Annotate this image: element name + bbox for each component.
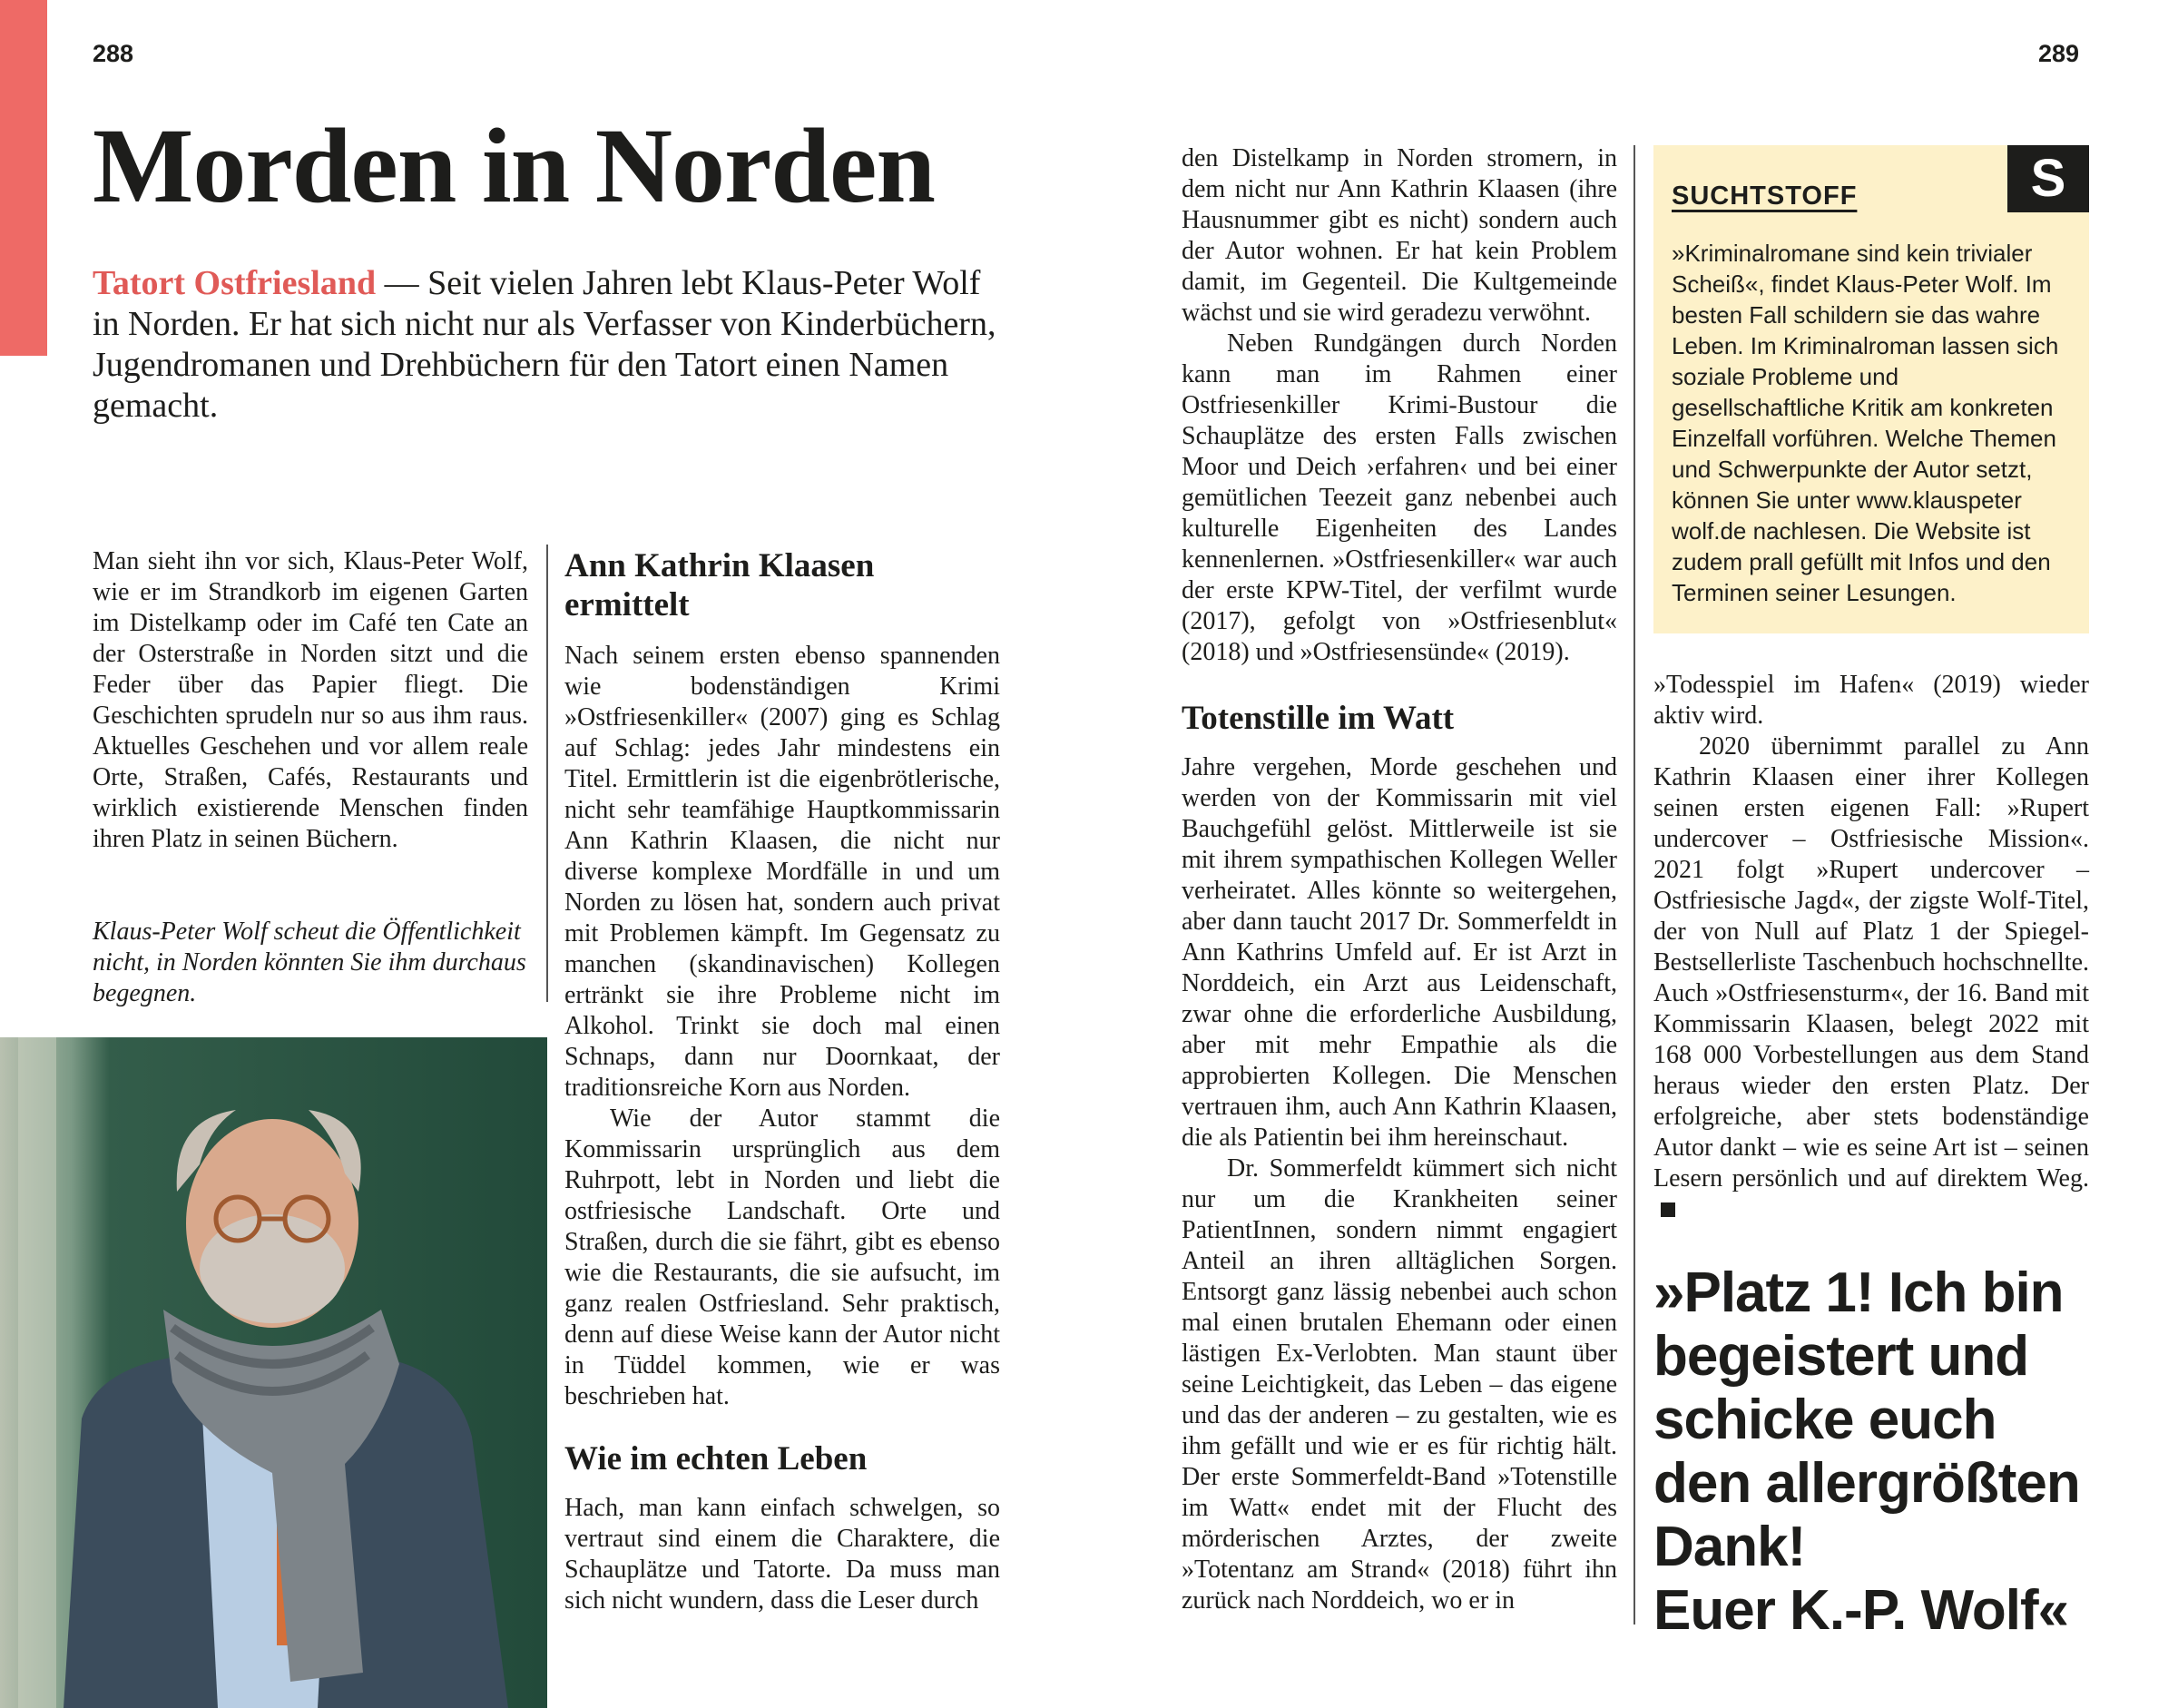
- author-portrait-image: [0, 1037, 547, 1708]
- pull-quote-line: Euer K.-P. Wolf«: [1653, 1579, 2069, 1642]
- section-heading-wie-im-echten-leben: Wie im echten Leben: [564, 1440, 868, 1477]
- lead-paragraph: [93, 263, 1009, 427]
- col3-paragraph-2: Neben Rundgängen durch Norden kann man im Rahmen einer Ostfriesenkiller Krimi-Bustour die Schauplätze des ersten Falls zwischen Moor und Deich ›erfahren‹ und bei einer gemütlichen Teezeit ganz nebenbei auch kulturelle Eigenheiten des Landes kennenlernen. »Ostfriesenkiller« war auch der erste KPW-Titel, der verfilmt wurde (2017), gefolgt von »Ostfriesenblut« (2018) und »Ostfriesensünde« (2019).: [1182, 329, 1617, 666]
- column-4: [1653, 670, 2089, 1225]
- col4-paragraph-2-text: 2020 übernimmt parallel zu Ann Kathrin Klaasen einer ihrer Kollegen seinen ersten eigenen Fall: »Rupert undercover – Ostfriesische Mission«. 2021 folgt »Rupert undercover – Ostfriesische Jagd«, der zigste Wolf-Titel, der von Null auf Platz 1 der Spiegel-Bestsellerliste Taschenbuch hochschnellte. Auch »Ostfriesensturm«, der 16. Band mit Kommissarin Klaasen, belegt 2022 mit 168 000 Vorbestellungen aus dem Stand heraus wieder den ersten Platz. Der erfolgreiche, aber stets bodenständige Autor dankt – wie es seine Art ist – seinen Lesern persönlich und auf direktem Weg.: [1653, 732, 2089, 1193]
- section-heading-totenstille: Totenstille im Watt: [1182, 700, 1455, 737]
- col1-paragraph: Man sieht ihn vor sich, Klaus-Peter Wolf, wie er im Strandkorb im eigenen Garten im Distelkamp oder im Café ten Cate an der Osterstraße in Norden sitzt und die Feder über das Papier fliegt. Die Geschichten sprudeln nur so aus ihm raus. Aktuelles Geschehen und vor allem reale Orte, Straßen, Cafés, Restaurants und wirklich existierende Menschen finden ihren Platz in seinen Büchern.: [93, 547, 528, 853]
- col2-paragraph-1: Nach seinem ersten ebenso spannenden wie bodenständigen Krimi »Ostfriesenkiller« (2007) ging es Schlag auf Schlag: jedes Jahr mindestens ein Titel. Ermittlerin ist die eigenbrötlerische, nicht sehr teamfähige Hauptkommissarin Ann Kathrin Klaasen, die nicht nur diverse komplexe Mordfälle in und um Norden zu lösen hat, sondern auch privat mit Problemen kämpft. Im Gegensatz zu manchen (skandinavischen) Kollegen ertränkt sie ihre Probleme nicht im Alkohol. Trinkt sie doch mal einen Schnaps, dann nur Doornkaat, der traditionsreiche Korn aus Norden.: [564, 642, 1000, 1102]
- column-divider: [546, 545, 548, 1002]
- pull-quote-line: begeistert und: [1653, 1325, 2029, 1388]
- column-1: [93, 546, 528, 855]
- pull-quote-line: »Platz 1! Ich bin: [1653, 1261, 2064, 1324]
- pull-quote-line: schicke euch: [1653, 1389, 1996, 1451]
- end-of-article-icon: [1661, 1202, 1675, 1217]
- sidebar-title: SUCHTSTOFF: [1672, 182, 1858, 211]
- sidebar-text: »Kriminalromane sind kein trivialer Scheiß«, findet Klaus-Peter Wolf. Im besten Fall schildern sie das wahre Leben. Im Kriminalroman lassen sich soziale Probleme und gesellschaftliche Kritik am konkreten Einzelfall vorführen. Welche Themen und Schwerpunkte der Autor setzt, können Sie unter www.klauspeter wolf.de nachlesen. Die Website ist zudem prall gefüllt mit Infos und den Terminen seiner Lesungen.: [1672, 240, 2059, 606]
- pull-quote-line: Dank!: [1653, 1516, 1806, 1578]
- col3-paragraph-3: Jahre vergehen, Morde geschehen und werden von der Kommissarin mit viel Bauchgefühl gelöst. Mittlerweile ist sie mit ihrem sympathischen Kollegen Weller verheiratet. Alles könnte so weitergehen, aber dann taucht 2017 Dr. Sommerfeldt in Ann Kathrins Umfeld auf. Er ist Arzt in Norddeich, ein Arzt aus Leidenschaft, zwar ohne die erforderliche Ausbildung, aber mit mehr Empathie als die approbierten Kollegen. Die Menschen vertrauen ihm, auch Ann Kathrin Klaasen, die als Patientin bei ihm hereinschaut.: [1182, 753, 1617, 1152]
- pull-quote: [1653, 1261, 2107, 1643]
- lead-text: — Seit vielen Jahren lebt Klaus-Peter Wolf in Norden. Er hat sich nicht nur als Verfasser von Kinderbüchern, Jugendromanen und Drehbüchern für den Tatort einen Namen gemacht.: [93, 264, 996, 425]
- col2-paragraph-2: Wie der Autor stammt die Kommissarin ursprünglich aus dem Ruhrpott, lebt in Norden und liebt die ostfriesische Landschaft. Orte und Straßen, durch die sie fährt, gibt es ebenso wie die Restaurants, die sie aufsucht, im ganz realen Ostfriesland. Sehr praktisch, denn auf diese Weise kann der Autor nicht in Tüddel kommen, wie er was beschrieben hat.: [564, 1104, 1000, 1410]
- col2-paragraph-3: Hach, man kann einfach schwelgen, so vertraut sind einem die Charaktere, die Schauplätze und Tatorte. Da muss man sich nicht wundern, dass die Leser durch: [564, 1494, 1000, 1615]
- column-divider-right: [1634, 145, 1635, 1625]
- col4-paragraph-2: [1653, 731, 2089, 1225]
- lead-kicker: Tatort Ostfriesland: [93, 264, 377, 302]
- accent-bar: [0, 0, 47, 356]
- col4-paragraph-1: »Todesspiel im Hafen« (2019) wieder aktiv wird.: [1653, 671, 2089, 730]
- page-number-left: 288: [93, 40, 134, 67]
- col3-paragraph-1: den Distelkamp in Norden stromern, in dem nicht nur Ann Kathrin Klaasen (ihre Hausnummer gibt es nicht) sondern auch der Autor wohnen. Er hat kein Problem damit, im Gegenteil. Die Kultgemeinde wächst und sie wird geradezu verwöhnt.: [1182, 144, 1617, 327]
- page-number-right: 289: [2038, 40, 2080, 67]
- col3-paragraph-4: Dr. Sommerfeldt kümmert sich nicht nur um die Krankheiten seiner PatientInnen, sondern nimmt engagiert Anteil an ihren alltäglichen Sorgen. Entsorgt ganz lässig nebenbei auch schon mal einen brutalen Ehemann oder einen lästigen Ex-Verlobten. Man staunt über seine Leichtigkeit, das Leben – das eigene und das der anderen – zu gestalten, wie es ihm gefällt und wie er es für richtig hält. Der erste Sommerfeldt-Band »Totenstille im Watt« endet mit der Flucht des mörderischen Arztes, der zweite »Totentanz am Strand« (2018) führt ihn zurück nach Norddeich, wo er in: [1182, 1154, 1617, 1615]
- column-3: [1182, 143, 1617, 1616]
- column-2: [564, 546, 1000, 1616]
- pull-quote-line: den allergrößten: [1653, 1452, 2080, 1515]
- section-heading-ann-kathrin: Ann Kathrin Klaasen ermittelt: [564, 547, 875, 623]
- photo-caption: Klaus-Peter Wolf scheut die Öffentlichkeit nicht, in Norden könnten Sie ihm durchaus begegnen.: [93, 918, 526, 1007]
- article-headline: Morden in Norden: [93, 106, 935, 225]
- suchtstoff-badge-icon: S: [2007, 145, 2089, 212]
- author-photo: [0, 1037, 547, 1708]
